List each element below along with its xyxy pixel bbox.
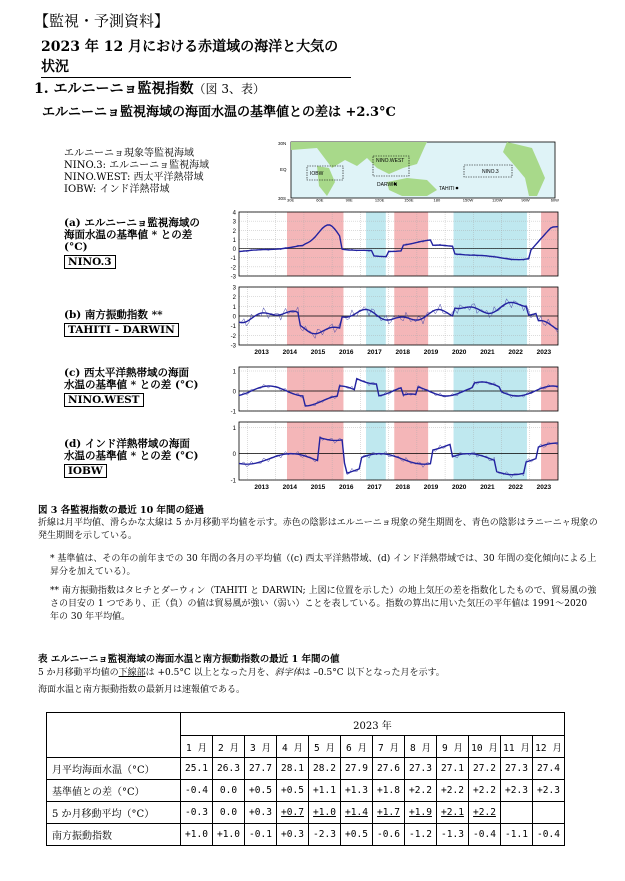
- y-tick-label: 2: [232, 295, 236, 302]
- x-tick-label: 2023: [536, 349, 552, 356]
- x-tick-label: 2021: [480, 349, 495, 356]
- table-cell: 27.6: [373, 758, 405, 780]
- plot-iobw: [221, 420, 560, 492]
- table-month-header: 3 月: [245, 736, 277, 758]
- table-cell: 27.9: [341, 758, 373, 780]
- table-month-header: 9 月: [437, 736, 469, 758]
- table-row-label: 月平均海面水温（°C）: [47, 758, 181, 780]
- table-cell: +2.2: [469, 780, 501, 802]
- table-cell: -0.1: [245, 824, 277, 846]
- y-tick-label: -1: [230, 409, 236, 416]
- x-tick-label: 2015: [310, 349, 326, 356]
- y-tick-label: -1: [230, 324, 236, 331]
- panel-label-line: (°C): [64, 241, 88, 253]
- table-cell: 27.3: [405, 758, 437, 780]
- table-month-header: 12 月: [533, 736, 565, 758]
- table-year: 2023 年: [181, 713, 565, 736]
- table-row: [47, 824, 565, 846]
- panel-b-label: [64, 309, 179, 337]
- table-note-1: [38, 667, 598, 680]
- y-tick-label: -2: [230, 333, 236, 340]
- table-month-header: 6 月: [341, 736, 373, 758]
- region-map: [277, 138, 558, 202]
- y-tick-label: 1: [232, 425, 236, 432]
- y-tick-label: 3: [232, 285, 236, 292]
- table-row: [47, 802, 565, 824]
- table-year-row: [47, 713, 565, 736]
- table-cell: +1.0: [181, 824, 213, 846]
- data-table: [46, 712, 565, 846]
- table-month-header: 10 月: [469, 736, 501, 758]
- x-tick-label: 2014: [282, 349, 298, 356]
- x-tick-label: 2016: [339, 484, 354, 491]
- map-label-nino3: NINO.3: [482, 169, 499, 175]
- table-month-header: 11 月: [501, 736, 533, 758]
- table-month-header: 5 月: [309, 736, 341, 758]
- panel-tag: TAHITI - DARWIN: [64, 323, 179, 337]
- table-cell: 27.4: [533, 758, 565, 780]
- table-cell: -1.1: [501, 824, 533, 846]
- y-tick-label: 1: [232, 304, 236, 311]
- table-cell: +2.2: [405, 780, 437, 802]
- x-tick-label: 2016: [339, 349, 354, 356]
- figure-note-1: * 基準値は、その年の前年までの 30 年間の各月の平均値（(c) 西太平洋熱帯域、(d) インド洋熱帯域では、30 年間の変化傾向による上昇分を加えている）。: [50, 554, 597, 577]
- note-text: は –0.5°C 以下となった月を示す。: [301, 668, 445, 678]
- y-tick-label: -1: [230, 256, 236, 263]
- region-item: IOBW: インド洋熱帯域: [64, 184, 170, 195]
- table-cell: +1.0: [309, 802, 341, 824]
- x-tick-label: 2014: [282, 484, 298, 491]
- table-cell: +1.7: [373, 802, 405, 824]
- y-tick-label: 0: [232, 452, 236, 459]
- table-cell: 0.0: [213, 802, 245, 824]
- panel-a-label: [64, 217, 200, 269]
- table-cell: 27.1: [437, 758, 469, 780]
- table-cell: 0.0: [213, 780, 245, 802]
- x-tick-label: 2022: [508, 349, 523, 356]
- plot-soi: [221, 285, 560, 357]
- table-cell: +0.7: [277, 802, 309, 824]
- x-tick-label: 2017: [367, 484, 382, 491]
- table-cell: +1.1: [309, 780, 341, 802]
- y-tick-label: 2: [232, 228, 236, 235]
- y-tick-label: 1: [232, 237, 236, 244]
- table-cell: [501, 802, 533, 824]
- table-cell: +0.5: [277, 780, 309, 802]
- note-text: 5 か月移動平均値の: [38, 668, 119, 678]
- table-cell: -0.6: [373, 824, 405, 846]
- plot-nino3: [221, 210, 560, 281]
- panel-label-line: (d) インド洋熱帯域の海面: [64, 438, 190, 450]
- lon-label: 150E: [404, 197, 414, 203]
- table-cell: +0.5: [341, 824, 373, 846]
- la-nina-shading: [454, 422, 527, 480]
- table-cell: -0.4: [469, 824, 501, 846]
- map-label-iobw: IOBW: [310, 171, 324, 177]
- table-note-2: 海面水温と南方振動指数の最新月は速報値である。: [38, 685, 246, 695]
- figure-caption: 図 3 各監視指数の最近 10 年間の経過: [38, 505, 205, 516]
- table-row-label: 南方振動指数: [47, 824, 181, 846]
- table-cell: +0.3: [277, 824, 309, 846]
- table-cell: [533, 802, 565, 824]
- table-cell: -0.4: [181, 780, 213, 802]
- note-underline-text: 下線部: [118, 668, 146, 678]
- x-tick-label: 2019: [423, 484, 439, 491]
- lon-label: 180: [433, 197, 441, 203]
- figure-note-2: ** 南方振動指数はタヒチとダーウィン（TAHITI と DARWIN; 上図に位置を示した）の地上気圧の差を指数化したもので、貿易風の強さの目安の 1 つであり、正（負）の値は貿易風が強い（弱い）ことを表している。指数の算出に用いた気圧の平年値は 1991～2020 年の 30 年平均値。: [50, 586, 597, 622]
- region-heading: エルニーニョ現象等監視海域: [64, 148, 194, 159]
- panel-d-label: [64, 438, 199, 478]
- el-nino-shading: [541, 422, 558, 480]
- map-label-ninowest: NINO.WEST: [376, 158, 405, 164]
- x-tick-label: 2017: [367, 349, 382, 356]
- lat-label: 30N: [278, 141, 287, 146]
- panel-label-line: 水温の基準値 * との差 (°C): [64, 450, 199, 462]
- x-tick-label: 2022: [508, 484, 523, 491]
- table-cell: -1.3: [437, 824, 469, 846]
- lon-label: 90W: [521, 197, 530, 203]
- table-row-label: 基準値との差（°C）: [47, 780, 181, 802]
- y-tick-label: -3: [230, 274, 236, 281]
- tahiti-point: [456, 187, 459, 190]
- x-tick-label: 2019: [423, 349, 439, 356]
- table-cell: +0.3: [245, 802, 277, 824]
- table-cell: 28.2: [309, 758, 341, 780]
- y-tick-label: 0: [232, 389, 236, 396]
- el-nino-shading: [287, 212, 343, 276]
- table-cell: -0.3: [181, 802, 213, 824]
- plot-ninowest: [221, 365, 560, 416]
- region-list: [64, 148, 209, 196]
- la-nina-shading: [454, 367, 527, 411]
- table-cell: +2.3: [501, 780, 533, 802]
- lat-label: 30S: [278, 196, 287, 201]
- panel-label-line: 水温の基準値 * との差 (°C): [64, 379, 199, 391]
- region-item: NINO.WEST: 西太平洋熱帯域: [64, 172, 204, 183]
- map-label-darwin: DARWIN: [377, 182, 398, 188]
- y-tick-label: 0: [232, 314, 236, 321]
- table-cell: +2.1: [437, 802, 469, 824]
- table-cell: +2.3: [533, 780, 565, 802]
- table-cell: +1.0: [213, 824, 245, 846]
- table-month-header: 8 月: [405, 736, 437, 758]
- lon-label: 120W: [492, 197, 503, 203]
- y-tick-label: -1: [230, 478, 236, 485]
- table-cell: 25.1: [181, 758, 213, 780]
- la-nina-shading: [366, 422, 386, 480]
- section-summary: エルニーニョ監視海域の海面水温の基準値との差は +2.3°C: [42, 105, 396, 120]
- y-tick-label: 1: [232, 369, 236, 376]
- section-ref: （図 3、表）: [193, 82, 265, 96]
- figure-description: 折線は月平均値、滑らかな太線は 5 か月移動平均値を示す。赤色の陰影はエルニーニョ現象の発生期間を、青色の陰影はラニーニャ現象の発生期間を示している。: [38, 518, 598, 541]
- x-tick-label: 2020: [451, 484, 467, 491]
- x-tick-label: 2018: [395, 484, 410, 491]
- region-item: NINO.3: エルニーニョ監視海域: [64, 160, 210, 171]
- header-subtitle: 2023 年 12 月における赤道域の海洋と大気の状況: [41, 36, 351, 78]
- header-title: 【監視・予測資料】: [34, 12, 170, 30]
- section-title-text: 1. エルニーニョ監視指数: [34, 81, 194, 97]
- panel-tag: IOBW: [64, 464, 107, 478]
- lon-label: 60E: [316, 197, 324, 203]
- table-cell: +1.8: [373, 780, 405, 802]
- table-month-header: 4 月: [277, 736, 309, 758]
- table-month-header: 7 月: [373, 736, 405, 758]
- x-tick-label: 2013: [254, 484, 269, 491]
- el-nino-shading: [287, 422, 343, 480]
- table-cell: +1.3: [341, 780, 373, 802]
- el-nino-shading: [541, 212, 558, 276]
- lon-label: 150W: [462, 197, 474, 203]
- panel-tag: NINO.3: [64, 255, 116, 269]
- table-title: 表 エルニーニョ監視海域の海面水温と南方振動指数の最近 1 年間の値: [38, 654, 340, 665]
- table-cell: 28.1: [277, 758, 309, 780]
- lon-label: 120E: [374, 197, 385, 203]
- y-tick-label: 0: [232, 247, 236, 254]
- section-title: [34, 78, 265, 98]
- x-tick-label: 2023: [536, 484, 552, 491]
- y-tick-label: -3: [230, 343, 236, 350]
- x-tick-label: 2018: [395, 349, 410, 356]
- la-nina-shading: [366, 367, 386, 411]
- y-tick-label: 3: [232, 219, 236, 226]
- lon-label: 90E: [345, 197, 353, 203]
- map-label-tahiti: TAHITI: [439, 186, 455, 192]
- panel-label-line: (c) 西太平洋熱帯域の海面: [64, 367, 189, 379]
- note-italic-text: 斜字体: [274, 668, 302, 678]
- table-cell: -0.4: [533, 824, 565, 846]
- panel-label-line: (a) エルニーニョ監視海域の: [64, 217, 200, 229]
- table-cell: 26.3: [213, 758, 245, 780]
- table-cell: +1.4: [341, 802, 373, 824]
- table-cell: +1.9: [405, 802, 437, 824]
- panel-label-line: (b) 南方振動指数 **: [64, 309, 163, 321]
- table-cell: +0.5: [245, 780, 277, 802]
- panel-label-line: 海面水温の基準値 * との差: [64, 229, 193, 241]
- table-corner: [47, 713, 181, 758]
- table-month-header: 2 月: [213, 736, 245, 758]
- table-month-header: 1 月: [181, 736, 213, 758]
- panel-tag: NINO.WEST: [64, 393, 144, 407]
- la-nina-shading: [454, 212, 527, 276]
- table-cell: 27.7: [245, 758, 277, 780]
- x-tick-label: 2013: [254, 349, 269, 356]
- la-nina-shading: [366, 212, 386, 276]
- table-cell: 27.2: [469, 758, 501, 780]
- table-row-label: 5 か月移動平均（°C）: [47, 802, 181, 824]
- x-tick-label: 2015: [310, 484, 326, 491]
- panel-c-label: [64, 367, 199, 407]
- el-nino-shading: [394, 422, 428, 480]
- table-cell: -1.2: [405, 824, 437, 846]
- lat-label: EQ: [280, 167, 287, 172]
- table-row: [47, 780, 565, 802]
- lon-label: 30E: [287, 197, 295, 203]
- x-tick-label: 2021: [480, 484, 495, 491]
- table-cell: -2.3: [309, 824, 341, 846]
- table-cell: +2.2: [437, 780, 469, 802]
- x-tick-label: 2020: [451, 349, 467, 356]
- table-row: [47, 758, 565, 780]
- y-tick-label: -2: [230, 265, 236, 272]
- y-tick-label: 4: [232, 210, 236, 217]
- table-cell: +2.2: [469, 802, 501, 824]
- lon-label: 60W: [550, 197, 559, 203]
- note-text: は +0.5°C 以上となった月を、: [145, 668, 275, 678]
- table-cell: 27.3: [501, 758, 533, 780]
